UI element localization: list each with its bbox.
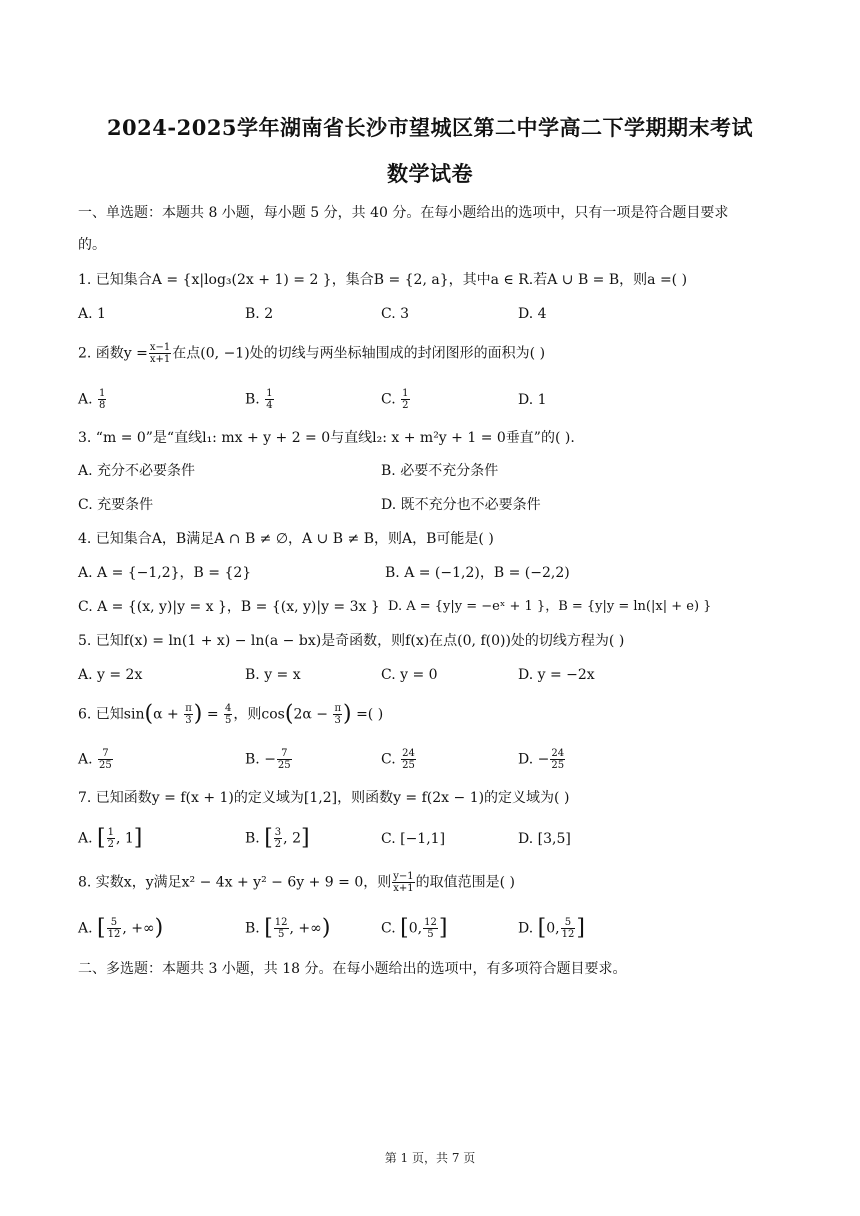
question-6: 6. 已知sin(α + $\frac{\pi}{3}$ ) = $\frac{4}{5}$ ，则cos(2α − $\frac{\pi}{3}$ ) =( ) xyxy=(78,701,384,727)
section1-heading: 一、单选题：本题共 8 小题，每小题 5 分，共 40 分。在每小题给出的选项中，只有一项是符合题目要求 xyxy=(78,205,729,221)
q6-option-d: D. − $\frac{24}{25}$ xyxy=(518,748,565,771)
exam-title-line1: 2024-2025学年湖南省长沙市望城区第二中学高二下学期期末考试 xyxy=(106,115,754,140)
question-3: 3. “m = 0”是“直线l₁: mx + y + 2 = 0与直线l₂: x + m²y + 1 = 0垂直”的( ). xyxy=(78,430,575,446)
q4-option-a: A. A = {−1,2}，B = {2} xyxy=(78,565,252,581)
question-4: 4. 已知集合A，B满足A ∩ B ≠ ∅，A ∪ B ≠ B，则A，B可能是( ) xyxy=(78,531,494,547)
q5-option-c: C. y = 0 xyxy=(381,667,438,683)
q1-option-d: D. 4 xyxy=(518,306,547,322)
question-8: 8. 实数x，y满足x² − 4x + y² − 6y + 9 = 0，则 $\frac{y-1}{x+1}$ 的取值范围是( ) xyxy=(78,871,515,894)
q5-option-a: A. y = 2x xyxy=(78,667,143,683)
exam-title-line2: 数学试卷 xyxy=(387,161,473,186)
q2-option-d: D. 1 xyxy=(518,392,547,408)
q5-option-b: B. y = x xyxy=(245,667,301,683)
q3-option-c: C. 充要条件 xyxy=(78,497,154,513)
q7-option-c: C. [−1,1] xyxy=(381,831,446,847)
q1-option-a: A. 1 xyxy=(78,306,106,322)
q3-option-b: B. 必要不充分条件 xyxy=(381,463,499,479)
question-1: 1. 已知集合A = {x|log₃(2x + 1) = 2 }，集合B = {2, a}，其中a ∈ R.若A ∪ B = B，则a =( ) xyxy=(78,272,688,288)
q7-option-d: D. [3,5] xyxy=(518,831,571,847)
q2-option-b: B. $\frac{1}{4}$ xyxy=(245,388,273,411)
q1-option-c: C. 3 xyxy=(381,306,410,322)
q6-option-c: C. $\frac{24}{25}$ xyxy=(381,748,415,771)
q8-option-a: A. [ $\frac{5}{12}$ , +∞) xyxy=(78,915,164,941)
page-footer: 第 1 页，共 7 页 xyxy=(384,1151,476,1165)
q7-option-b: B. [ $\frac{3}{2}$ , 2] xyxy=(245,825,310,851)
q2-option-c: C. $\frac{1}{2}$ xyxy=(381,388,409,411)
question-5: 5. 已知f(x) = ln(1 + x) − ln(a − bx)是奇函数，则f(x)在点(0, f(0))处的切线方程为( ) xyxy=(78,633,625,649)
q8-option-d: D. [0, $\frac{5}{12}$ ] xyxy=(518,915,585,941)
question-7: 7. 已知函数y = f(x + 1)的定义域为[1,2]，则函数y = f(2x − 1)的定义域为( ) xyxy=(78,790,570,806)
q1-option-b: B. 2 xyxy=(245,306,274,322)
section1-heading-cont: 的。 xyxy=(78,237,106,253)
q3-option-d: D. 既不充分也不必要条件 xyxy=(381,497,541,513)
q8-option-c: C. [0, $\frac{12}{5}$ ] xyxy=(381,915,448,941)
q3-option-a: A. 充分不必要条件 xyxy=(78,463,196,479)
q5-option-d: D. y = −2x xyxy=(518,667,595,683)
q4-option-d: D. A = {y|y = −eˣ + 1 }，B = {y|y = ln(|x| + e) } xyxy=(388,599,712,614)
q4-option-b: B. A = (−1,2)，B = (−2,2) xyxy=(385,565,570,581)
section2-heading: 二、多选题：本题共 3 小题，共 18 分。在每小题给出的选项中，有多项符合题目要求。 xyxy=(78,961,627,977)
q6-option-b: B. − $\frac{7}{25}$ xyxy=(245,748,291,771)
question-2: 2. 函数y = $\frac{x-1}{x+1}$ 在点(0, −1)处的切线与两坐标轴围成的封闭图形的面积为( ) xyxy=(78,342,546,365)
q7-option-a: A. [ $\frac{1}{2}$ , 1] xyxy=(78,825,143,851)
q8-fraction: $\frac{y-1}{x+1}$ xyxy=(393,871,414,894)
q4-option-c: C. A = {(x, y)|y = x }，B = {(x, y)|y = 3x } xyxy=(78,599,380,615)
q2-fraction: $\frac{x-1}{x+1}$ xyxy=(149,342,171,365)
q8-option-b: B. [ $\frac{12}{5}$ , +∞) xyxy=(245,915,331,941)
q6-option-a: A. $\frac{7}{25}$ xyxy=(78,748,112,771)
q2-option-a: A. $\frac{1}{8}$ xyxy=(78,388,106,411)
